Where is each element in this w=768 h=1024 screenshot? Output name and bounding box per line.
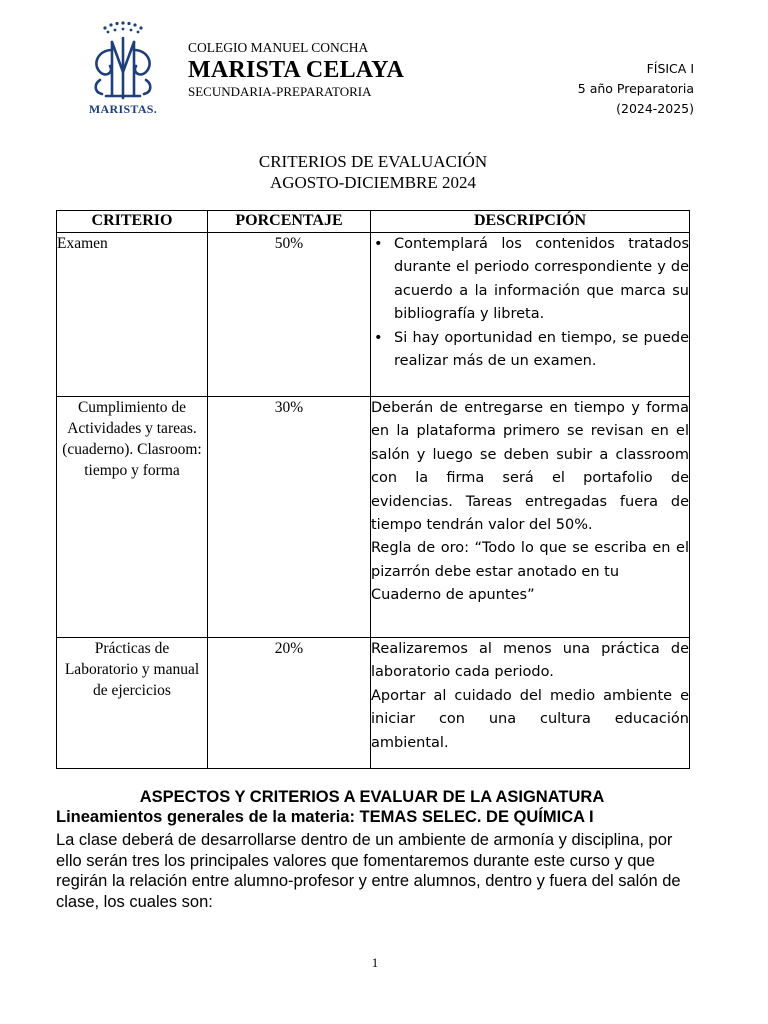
description-paragraph: Cuaderno de apuntes” — [371, 587, 535, 604]
row-descripcion — [371, 233, 690, 397]
description-paragraph: Aportar al cuidado del medio ambiente e iniciar con una cultura educación ambiental. — [371, 687, 689, 751]
table-header-row — [57, 211, 690, 233]
doc-title-line2: AGOSTO-DICIEMBRE 2024 — [269, 173, 477, 192]
row-porcentaje: 20% — [208, 638, 371, 769]
section-title: ASPECTOS Y CRITERIOS A EVALUAR DE LA ASIGNATURA — [139, 788, 605, 806]
list-item: • Contemplará los contenidos tratados durante el periodo correspondiente y de acuerdo a la información que marca su bibliografía y libreta. — [394, 233, 689, 327]
logo-text: MARISTAS. — [88, 102, 158, 116]
subject-name: FÍSICA I — [646, 61, 694, 76]
section-subtitle: Lineamientos generales de la materia: TEMAS SELEC. DE QUÍMICA I — [56, 808, 594, 826]
description-paragraph: Regla de oro: “Todo lo que se escriba en el pizarrón debe estar anotado en tu — [371, 540, 689, 580]
header-porcentaje: PORCENTAJE — [208, 211, 371, 233]
bullet-list — [371, 233, 689, 373]
subject-info — [578, 59, 694, 119]
row-descripcion — [371, 638, 690, 769]
school-name-block — [188, 40, 404, 100]
row-porcentaje: 30% — [208, 397, 371, 638]
row-porcentaje: 50% — [208, 233, 371, 397]
row-descripcion — [371, 397, 690, 638]
school-line2: MARISTA CELAYA — [188, 57, 404, 83]
table-row — [57, 233, 690, 397]
description-paragraph: Deberán de entregarse en tiempo y forma en la plataforma primero se revisan en el salón y luego se deben subir a classroom con la firma será el portafolio de evidencias. Tareas entregadas fuera de tiempo tendrán valor del 50%. — [371, 400, 689, 534]
doc-title-line1: CRITERIOS DE EVALUACIÓN — [258, 152, 488, 171]
table-row — [57, 638, 690, 769]
table-row — [57, 397, 690, 638]
marist-logo — [78, 20, 168, 120]
header-descripcion: DESCRIPCIÓN — [371, 211, 690, 233]
school-line1: COLEGIO MANUEL CONCHA — [188, 40, 369, 55]
criteria-table — [56, 210, 690, 769]
description-paragraph: Realizaremos al menos una práctica de laboratorio cada periodo. — [371, 641, 689, 681]
school-year: (2024-2025) — [616, 101, 694, 116]
row-criterio: Cumplimiento de Actividades y tareas. (cuaderno). Clasroom: tiempo y forma — [57, 397, 208, 638]
marist-monogram-icon — [78, 20, 168, 102]
row-criterio: Prácticas de Laboratorio y manual de ejercicios — [57, 638, 208, 769]
list-item: • Si hay oportunidad en tiempo, se puede realizar más de un examen. — [394, 327, 689, 374]
row-criterio: Examen — [57, 233, 208, 397]
section-body: La clase deberá de desarrollarse dentro de un ambiente de armonía y disciplina, por ello serán tres los principales valores que fomentaremos durante este curso y que regirán la relación entre alumno-profesor y entre alumnos, dentro y fuera del salón de clase, los cuales son: — [56, 831, 681, 911]
school-line3: SECUNDARIA-PREPARATORIA — [188, 84, 372, 99]
header-criterio: CRITERIO — [57, 211, 208, 233]
page-number: 1 — [371, 955, 379, 970]
grade: 5 año Preparatoria — [577, 81, 694, 96]
